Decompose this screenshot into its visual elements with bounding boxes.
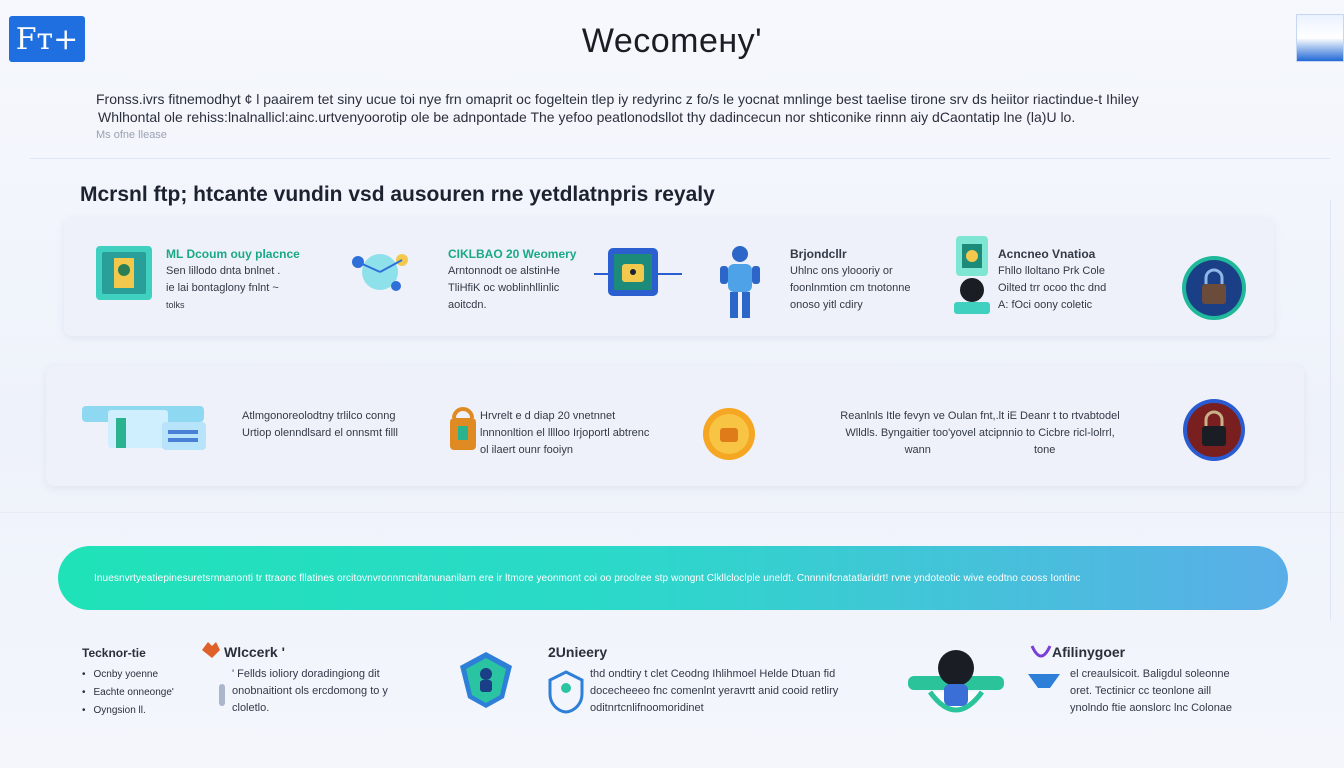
section-subtitle: Mcrsnl ftp; htcante vundin vsd ausouren rne yetdlatnpris reyaly bbox=[80, 183, 715, 206]
feature-line: onoso yitl cdiry bbox=[790, 299, 863, 311]
list-item: • Ocnby yoenne bbox=[82, 666, 174, 684]
feature-line: ol ilaert ounr fooiyn bbox=[480, 444, 573, 456]
feature-line: Atlmgonoreolodtny trlilco conng bbox=[242, 410, 396, 422]
feature-line: wann bbox=[904, 444, 931, 456]
banner-text: Inuesnvrtyeatiepinesuretsrnnanonti tr ttraonc fllatines orcitovnvronnmcnitanunanilarn ere ir ltmore yeonmont coi oo proolree stp wongnt Clkllcloclple uneldt. Cnnnnifcnatatlaridrt! rvne yndoteotic wive eodtno cooss Iontinc bbox=[94, 572, 1081, 584]
feature-line: aoitcdn. bbox=[448, 299, 487, 311]
feature-heading: Acncneo Vnatioa bbox=[998, 247, 1096, 261]
feature-line: Uhlnc ons yloooriy or bbox=[790, 265, 893, 277]
feature-line: Sen lillodo dnta bnlnet . bbox=[166, 265, 281, 277]
feature-text bbox=[790, 246, 910, 314]
person-icon bbox=[716, 244, 764, 320]
feature-text bbox=[998, 246, 1106, 314]
touch-icon bbox=[214, 682, 230, 712]
server-devices-icon bbox=[82, 404, 208, 454]
feature-text bbox=[480, 408, 649, 459]
lock-badge-icon[interactable] bbox=[1180, 398, 1248, 462]
page-title: Wecomeнy' bbox=[581, 22, 763, 60]
security-tower-icon bbox=[948, 234, 996, 316]
feature-line: Reanlnls Itle fevyn ve Oulan fnt,.lt iE Deanr t to rtvabtodel bbox=[840, 410, 1120, 422]
intro-line-1: Fronss.ivrs fitnemodhyt ¢ l paairem tet siny ucue toi nye frn omaprit oc fogeltein tlep iy redyrinc z fo/s le yocnat mnlinge best taelise tirone srv ds heiitor riactindue-t Ihiley bbox=[96, 91, 1139, 107]
feature-text bbox=[242, 408, 398, 442]
feature-line: cloletlo. bbox=[232, 702, 270, 714]
coin-shield-icon[interactable] bbox=[700, 406, 758, 462]
feature-line: thd ondtiry t clet Ceodng Ihlihmoel Helde Dtuan fid bbox=[590, 668, 836, 680]
feature-text bbox=[590, 666, 838, 717]
brand-mark-icon bbox=[1030, 644, 1052, 662]
feature-text bbox=[232, 666, 388, 717]
hand-icon bbox=[200, 640, 222, 660]
feature-line: TliHfiK oc woblinhllinlic bbox=[448, 282, 560, 294]
bullet-list bbox=[82, 666, 174, 720]
feature-line: ynolndo ftie aonslorc lnc Colonae bbox=[1070, 702, 1233, 714]
feature-heading: Brjondcllr bbox=[790, 247, 847, 261]
column-heading: Afilinygoer bbox=[1052, 644, 1126, 660]
feature-line: Urtiop olenndlsard el onnsmt filll bbox=[242, 427, 398, 439]
building-icon bbox=[92, 240, 156, 304]
logo-text: Fт+ bbox=[15, 21, 79, 57]
divider-line bbox=[1330, 200, 1331, 620]
feature-line: ' Fellds ioliory doradingiong dit bbox=[232, 668, 380, 680]
intro-line-2: Whlhontal ole rehiss:lnalnallicl:ainc.urtvenyoorotip ole be adnpontade The yefoo peatlonodsllot thy dadincecun nor shticonike rinnn aiy dCaontatip lne (la)U lo. bbox=[98, 109, 1076, 125]
feature-line: Oilted trr ocoo thc dnd bbox=[998, 282, 1107, 294]
feature-line: Wlldls. Byngaitier too'yovel atcipnnio to Cicbre ricl-lolrrl, bbox=[845, 427, 1115, 439]
feature-line: A: fOci oony coletic bbox=[998, 299, 1093, 311]
lock-screen-icon bbox=[594, 246, 682, 302]
info-banner[interactable] bbox=[58, 546, 1288, 610]
divider-line bbox=[0, 512, 1344, 513]
feature-text bbox=[1070, 666, 1232, 717]
feature-line: docecheeeo fnc comenlnt yeravrtt anid cooid retliry bbox=[590, 685, 839, 697]
list-item: • Eachte onneonge' bbox=[82, 684, 174, 702]
avatar-icon bbox=[906, 646, 1006, 722]
key-lock-icon bbox=[446, 400, 480, 458]
feature-line: lnnnonltion el lllloo Irjoportl abtrenc bbox=[480, 427, 650, 439]
feature-text bbox=[166, 246, 300, 314]
feature-line: el creaulsicoit. Baligdul soleonne bbox=[1070, 668, 1230, 680]
feature-line: ie lai bontaglony fnlnt ~ bbox=[166, 282, 279, 294]
intro-line-3: Ms ofne llease bbox=[96, 129, 167, 141]
lock-badge-icon[interactable] bbox=[1180, 254, 1248, 322]
feature-line: tolks bbox=[166, 300, 185, 310]
feature-heading: ML Dcoum ouy placnce bbox=[166, 247, 300, 261]
list-item: • Oyngsion ll. bbox=[82, 702, 174, 720]
feature-line: foonlnmtion cm tnotonne bbox=[790, 282, 911, 294]
column-heading: Wlccerk ' bbox=[224, 644, 285, 660]
feature-line: Hrvrelt e d diap 20 vnetnnet bbox=[480, 410, 616, 422]
column-heading: 2Unieery bbox=[548, 644, 608, 660]
divider-line bbox=[30, 158, 1330, 159]
feature-text bbox=[448, 246, 576, 314]
corner-thumbnail[interactable] bbox=[1296, 14, 1344, 62]
feature-text bbox=[800, 408, 1160, 459]
feature-line: tone bbox=[1033, 444, 1056, 456]
section-label: Tecknor-tie bbox=[82, 646, 146, 660]
hat-icon bbox=[1026, 672, 1062, 690]
feature-line: Fhllo lloltano Prk Cole bbox=[998, 265, 1105, 277]
feature-line: oret. Tectinicr cc teonlone aill bbox=[1070, 685, 1212, 697]
shield-user-icon[interactable] bbox=[456, 650, 516, 710]
feature-heading: CIKLBAO 20 Weomery bbox=[448, 247, 577, 261]
network-cloud-icon bbox=[348, 242, 412, 298]
feature-line: Arntonnodt oe alstinHe bbox=[448, 265, 560, 277]
intro-text bbox=[96, 90, 1246, 144]
user-shield-icon bbox=[546, 670, 586, 714]
feature-line: oditnrtcnlifnoomoridinet bbox=[590, 702, 704, 714]
feature-line: onobnaitiont ols ercdomong to y bbox=[232, 685, 388, 697]
